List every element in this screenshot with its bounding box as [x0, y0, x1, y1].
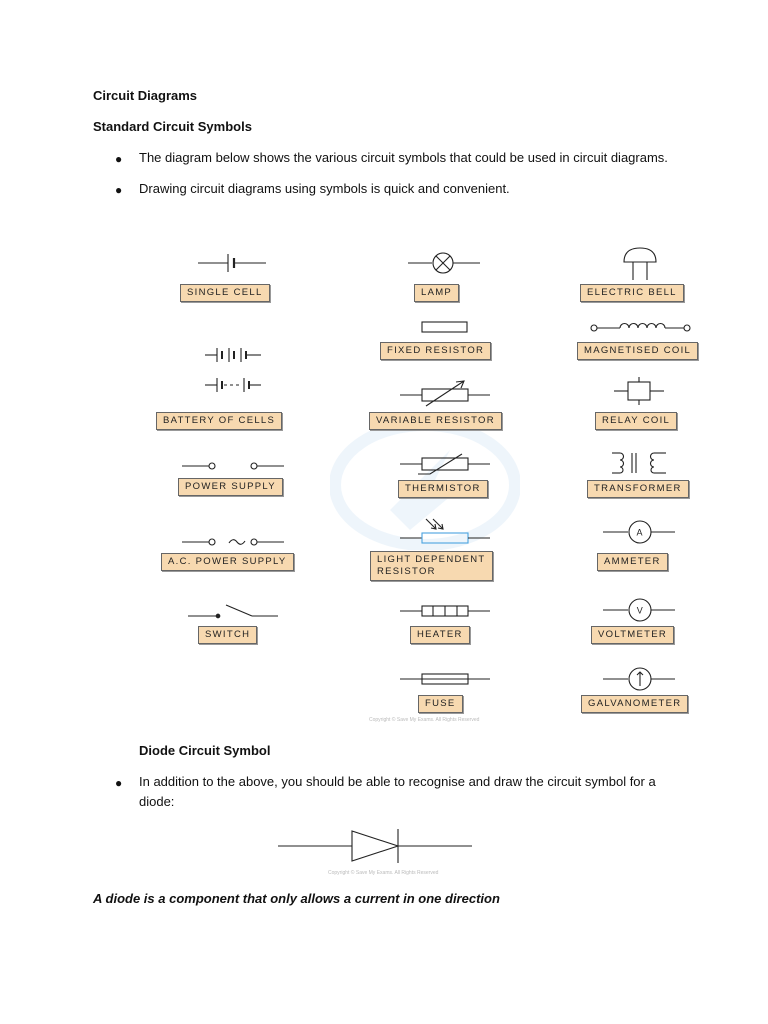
ac-power-supply-label: A.C. POWER SUPPLY	[161, 553, 294, 571]
ldr-label-line1: LIGHT DEPENDENT	[377, 554, 486, 565]
relay-coil-symbol	[614, 377, 666, 405]
thermistor-symbol	[400, 452, 492, 476]
ammeter-symbol	[603, 521, 677, 543]
diode-section-heading: Diode Circuit Symbol	[139, 743, 271, 758]
diode-copyright-notice: Copyright © Save My Exams. All Rights Reserved	[328, 870, 439, 876]
magnetised-coil-symbol	[590, 320, 692, 334]
bullet-text: Drawing circuit diagrams using symbols is quick and convenient.	[139, 181, 510, 196]
bullet-marker: ●	[115, 183, 123, 197]
heater-symbol	[400, 604, 492, 618]
relay-coil-label: RELAY COIL	[595, 412, 677, 430]
fixed-resistor-label: FIXED RESISTOR	[380, 342, 491, 360]
variable-resistor-symbol	[400, 378, 492, 408]
lamp-symbol	[408, 252, 482, 274]
light-dependent-resistor-symbol	[400, 517, 492, 545]
ammeter-label: AMMETER	[597, 553, 668, 571]
switch-label: SWITCH	[198, 626, 257, 644]
heater-label: HEATER	[410, 626, 470, 644]
power-supply-symbol	[182, 460, 286, 472]
galvanometer-label: GALVANOMETER	[581, 695, 688, 713]
ammeter-glyph: A	[636, 527, 643, 538]
section-heading: Standard Circuit Symbols	[93, 119, 252, 134]
thermistor-label: THERMISTOR	[398, 480, 488, 498]
light-dependent-resistor-label	[370, 551, 493, 581]
single-cell-label: SINGLE CELL	[180, 284, 270, 302]
bullet-marker: ●	[115, 152, 123, 166]
fuse-label: FUSE	[418, 695, 463, 713]
bullet-text: The diagram below shows the various circuit symbols that could be used in circuit diagrams.	[139, 150, 668, 165]
magnetised-coil-label: MAGNETISED COIL	[577, 342, 698, 360]
diode-bullet-text: In addition to the above, you should be able to recognise and draw the circuit symbol for a diode:	[139, 774, 656, 809]
ldr-label-line2: RESISTOR	[377, 566, 436, 577]
switch-symbol	[188, 602, 280, 620]
galvanometer-symbol	[603, 668, 677, 690]
transformer-symbol	[610, 452, 670, 474]
voltmeter-label: VOLTMETER	[591, 626, 674, 644]
bullet-marker: ●	[115, 776, 123, 790]
variable-resistor-label: VARIABLE RESISTOR	[369, 412, 502, 430]
diode-definition: A diode is a component that only allows a current in one direction	[93, 891, 500, 906]
power-supply-label: POWER SUPPLY	[178, 478, 283, 496]
electric-bell-label: ELECTRIC BELL	[580, 284, 684, 302]
battery-of-cells-symbol	[205, 345, 263, 395]
transformer-label: TRANSFORMER	[587, 480, 689, 498]
fuse-symbol	[400, 672, 492, 686]
voltmeter-glyph: V	[636, 605, 643, 616]
lamp-label: LAMP	[414, 284, 459, 302]
battery-of-cells-label: BATTERY OF CELLS	[156, 412, 282, 430]
single-cell-symbol	[198, 252, 268, 274]
copyright-notice: Copyright © Save My Exams. All Rights Reserved	[369, 717, 480, 723]
ac-power-supply-symbol	[182, 535, 286, 549]
electric-bell-symbol	[620, 246, 660, 280]
fixed-resistor-symbol	[420, 320, 470, 334]
page-title: Circuit Diagrams	[93, 88, 198, 103]
voltmeter-symbol	[603, 599, 677, 621]
diode-symbol	[278, 827, 474, 865]
